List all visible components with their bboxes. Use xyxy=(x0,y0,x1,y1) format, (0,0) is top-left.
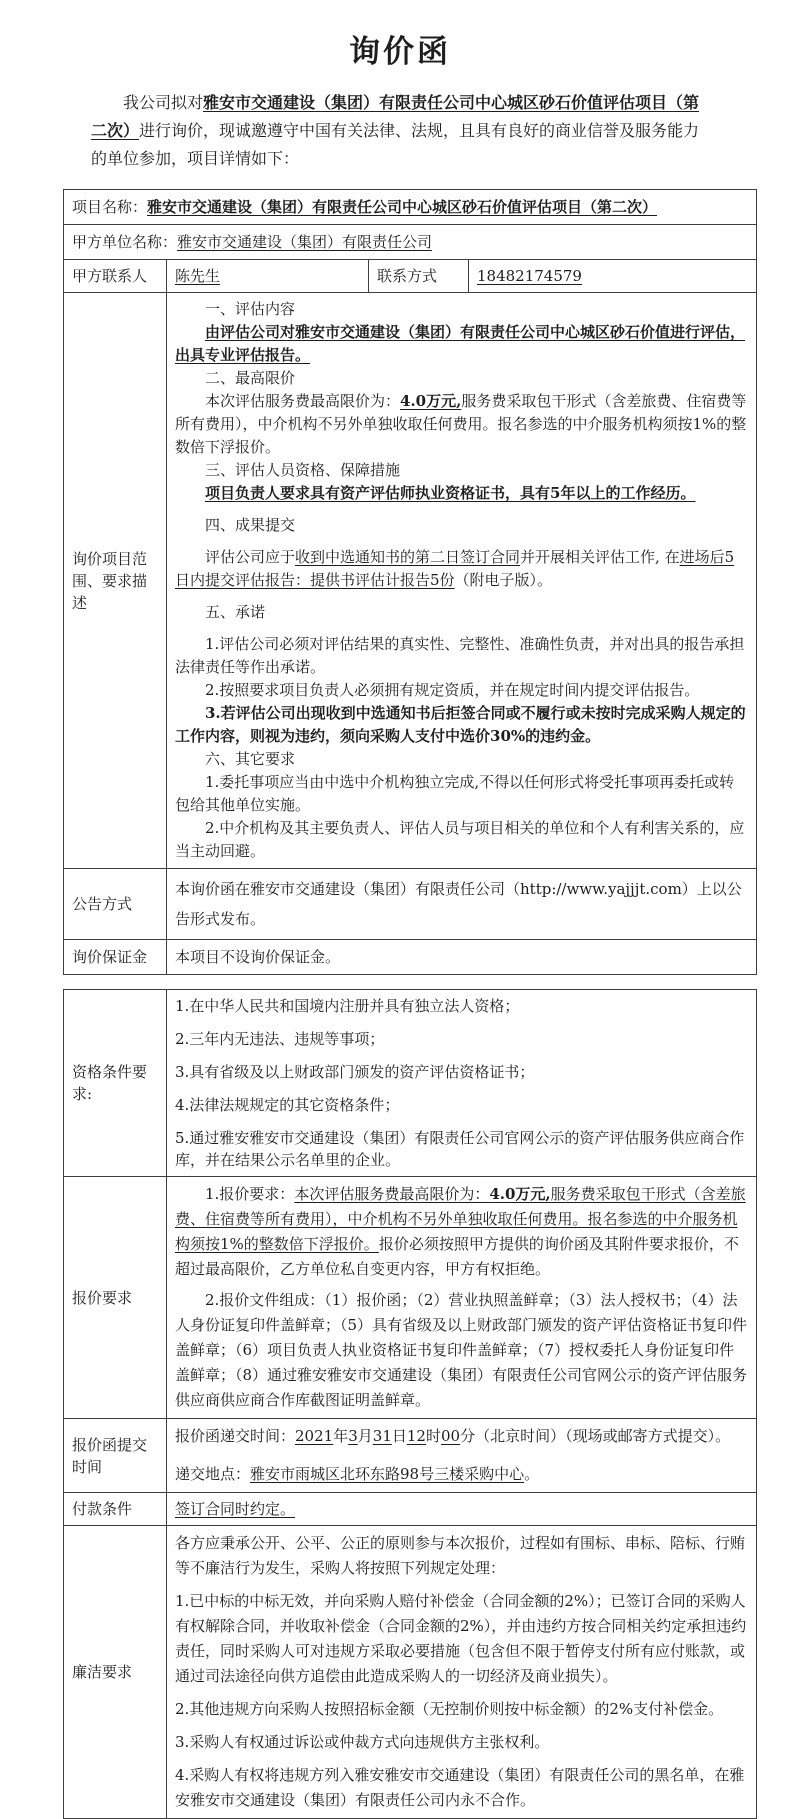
party-a-name-cell xyxy=(64,225,757,260)
phone-label-cell: 联系方式 xyxy=(369,260,469,293)
text-segment: 3.若评估公司出现收到中选通知书后拒签合同或不履行或未按时完成采购人规定的工作内容，则视为违约，须向采购人支付中选价30%的违约金。 xyxy=(175,704,746,745)
text-segment: 项目负责人要求具有资产评估师执业资格证书，具有5年以上的工作经历。 xyxy=(205,484,696,502)
rich-paragraph xyxy=(175,514,748,537)
rich-paragraph xyxy=(72,230,748,254)
rich-paragraph xyxy=(175,1697,748,1722)
rich-paragraph xyxy=(175,1424,748,1449)
text-segment: 时 xyxy=(425,1427,441,1445)
intro-paragraph xyxy=(91,89,709,173)
table-row xyxy=(64,990,757,1177)
text-segment: 进行询价，现诚邀遵守中国有关法律、法规，且具有良好的商业信誉及服务能力的单位参加，项目详情如下： xyxy=(91,121,700,168)
text-segment: 六、其它要求 xyxy=(205,750,296,768)
rich-paragraph xyxy=(175,1288,748,1413)
rich-paragraph xyxy=(175,298,748,321)
text-segment: 00 xyxy=(441,1427,461,1445)
rich-paragraph xyxy=(175,874,748,934)
text-segment: 31 xyxy=(372,1427,392,1445)
text-segment: 1.评估公司必须对评估结果的真实性、完整性、准确性负责，并对出具的报告承担法律责任等作出承诺。 xyxy=(175,635,745,676)
text-segment: 签订合同时约定。 xyxy=(175,1500,296,1518)
text-segment: 1.报价要求： xyxy=(205,1185,295,1203)
text-segment: 雅安市雨城区北环东路98号三楼采购中心 xyxy=(250,1465,525,1483)
rich-paragraph xyxy=(175,321,748,367)
text-segment: 2.按照要求项目负责人必须拥有规定资质，并在规定时间内提交评估报告。 xyxy=(205,681,700,699)
table-row xyxy=(64,1493,757,1526)
rich-paragraph xyxy=(175,1730,748,1755)
project-name-cell xyxy=(64,190,757,225)
table-row xyxy=(64,260,757,293)
table-row xyxy=(64,1419,757,1493)
rich-paragraph xyxy=(91,89,709,173)
rich-paragraph xyxy=(175,702,748,748)
text-segment: 4.法律法规规定的其它资格条件； xyxy=(175,1096,400,1114)
text-segment: 1.委托事项应当由中选中介机构独立完成,不得以任何形式将受托事项再委托或转包给其他单位实施。 xyxy=(175,773,735,814)
rich-paragraph xyxy=(175,817,748,863)
page-title: 询价函 xyxy=(349,34,451,70)
text-segment: 报价必须按照甲方提供的询价函及其附件要求报价，不超过最高限价，乙方单位私自变更内容，甲方有权拒绝。 xyxy=(175,1235,739,1278)
text-segment: （附电子版）。 xyxy=(454,571,553,589)
text-segment: 陈先生 xyxy=(175,267,221,285)
payment-label-cell: 付款条件 xyxy=(64,1493,167,1526)
text-segment: 。 xyxy=(524,1465,540,1483)
contact-label-cell: 甲方联系人 xyxy=(64,260,167,293)
text-segment: 进场后5日内提交评估报告：提供书评估计报告5份 xyxy=(175,548,735,589)
text-segment: 甲方单位名称： xyxy=(72,233,178,251)
text-segment: 4.0万元, xyxy=(489,1185,551,1203)
integrity-content-cell xyxy=(167,1526,757,1819)
text-segment: 四、成果提交 xyxy=(205,516,296,534)
qualification-label-cell: 资格条件要求: xyxy=(64,990,167,1177)
text-segment: 5.通过雅安雅安市交通建设（集团）有限责任公司官网公示的资产评估服务供应商合作库，并在结果公示名单里的企业。 xyxy=(175,1129,745,1169)
text-segment: 收到中选通知书的第二日签订合同 xyxy=(295,548,521,566)
rich-paragraph xyxy=(175,1061,748,1083)
text-segment: 年 xyxy=(333,1427,349,1445)
text-segment: 一、评估内容 xyxy=(205,300,296,318)
integrity-label-cell: 廉洁要求 xyxy=(64,1526,167,1819)
rich-paragraph xyxy=(175,367,748,390)
text-segment: 2.其他违规方向采购人按照招标金额（无控制价则按中标金额）的2%支付补偿金。 xyxy=(175,1700,724,1718)
text-segment: 服务费采取包干形式（含差旅费、住宿费等所有费用），中介机构不另外单独收取任何费用。报名参选的中介服务机构须按1%的整数倍下浮报价。 xyxy=(175,392,747,456)
text-segment: 3.采购人有权通过诉讼或仲裁方式向违规供方主张权利。 xyxy=(175,1733,550,1751)
text-segment: 本项目不设询价保证金。 xyxy=(175,948,341,966)
payment-content-cell xyxy=(167,1493,757,1526)
rich-paragraph xyxy=(175,995,748,1017)
text-segment: 五、承诺 xyxy=(205,603,266,621)
rich-paragraph xyxy=(175,459,748,482)
table-row xyxy=(64,225,757,260)
text-segment: 3 xyxy=(348,1427,358,1445)
deposit-label-cell: 询价保证金 xyxy=(64,940,167,975)
table-row xyxy=(64,293,757,869)
text-segment: 三、评估人员资格、保障措施 xyxy=(205,461,401,479)
rich-paragraph xyxy=(175,1531,748,1581)
text-segment: 4.0万元, xyxy=(400,392,462,410)
submit-time-content-cell xyxy=(167,1419,757,1493)
rich-paragraph xyxy=(175,633,748,679)
rich-paragraph xyxy=(175,546,748,592)
rich-paragraph xyxy=(175,1462,748,1487)
rich-paragraph xyxy=(175,1094,748,1116)
text-segment: 1.在中华人民共和国境内注册并具有独立法人资格； xyxy=(175,997,520,1015)
text-segment: 我公司拟对 xyxy=(123,93,204,112)
text-segment: 18482174579 xyxy=(477,267,582,285)
announce-content-cell xyxy=(167,869,757,940)
project-info-table xyxy=(63,189,757,975)
text-segment: 本次评估服务费最高限价为： xyxy=(294,1185,490,1203)
text-segment: 雅安市交通建设（集团）有限责任公司中心城区砂石价值评估项目（第二次） xyxy=(147,198,658,216)
text-segment: 12 xyxy=(406,1427,426,1445)
rich-paragraph xyxy=(175,748,748,771)
text-segment: 服务费采取包干形式（含差旅费、住宿费等所有费用），中介机构不另外单独收取任何费用。报名参选的中介服务机构须按1%的整数倍下浮报价。 xyxy=(175,1185,746,1253)
text-segment: 2.报价文件组成：（1）报价函；（2）营业执照盖鲜章；（3）法人授权书；（4）法人身份证复印件盖鲜章；（5）具有省级及以上财政部门颁发的资产评估资格证书复印件盖鲜章；（6）项目负责人执业资格证书复印件盖鲜章；（7）授权委托人身份证复印件盖鲜章；（8）通过雅安雅安市交通建设（集团）有限责任公司官网公示的资产评估服务供应商供应商合作库截图证明盖鲜章。 xyxy=(175,1291,748,1409)
text-segment: 4.采购人有权将违规方列入雅安雅安市交通建设（集团）有限责任公司的黑名单，在雅安雅安市交通建设（集团）有限责任公司内永不合作。 xyxy=(175,1766,745,1809)
table-row xyxy=(64,940,757,975)
text-segment: 评估公司应于 xyxy=(205,548,296,566)
announce-label-cell: 公告方式 xyxy=(64,869,167,940)
rich-paragraph xyxy=(175,1028,748,1050)
submit-time-label-cell: 报价函提交时间 xyxy=(64,1419,167,1493)
rich-paragraph xyxy=(477,265,748,287)
text-segment: 递交地点： xyxy=(175,1465,251,1483)
text-segment: 各方应秉承公开、公平、公正的原则参与本次报价，过程如有围标、串标、陪标、行贿等不廉洁行为发生，采购人将按照下列规定处理： xyxy=(175,1534,746,1577)
text-segment: 本询价函在雅安市交通建设（集团）有限责任公司（http://www.yajjjt.com）上以公告形式发布。 xyxy=(175,880,742,928)
rich-paragraph xyxy=(175,1127,748,1171)
text-segment: 2021 xyxy=(295,1427,334,1445)
phone-value-cell xyxy=(469,260,757,293)
deposit-content-cell xyxy=(167,940,757,975)
quote-content-cell xyxy=(167,1177,757,1419)
scope-label-cell: 询价项目范围、要求描述 xyxy=(64,293,167,869)
contact-value-cell xyxy=(167,260,369,293)
text-segment: 由评估公司对雅安市交通建设（集团）有限责任公司中心城区砂石价值进行评估，出具专业评估报告。 xyxy=(175,323,746,364)
text-segment: 3.具有省级及以上财政部门颁发的资产评估资格证书； xyxy=(175,1063,535,1081)
rich-paragraph xyxy=(175,679,748,702)
text-segment: 月 xyxy=(357,1427,373,1445)
table-row xyxy=(64,1177,757,1419)
scope-content-cell xyxy=(167,293,757,869)
text-segment: 2.中介机构及其主要负责人、评估人员与项目相关的单位和个人有利害关系的，应当主动回避。 xyxy=(175,819,745,860)
text-segment: 日 xyxy=(391,1427,407,1445)
rich-paragraph xyxy=(175,1763,748,1813)
rich-paragraph xyxy=(175,601,748,624)
rich-paragraph xyxy=(175,390,748,459)
text-segment: 并开展相关评估工作, 在 xyxy=(520,548,680,566)
rich-paragraph xyxy=(175,265,360,287)
table-row xyxy=(64,869,757,940)
rich-paragraph xyxy=(175,1498,748,1520)
rich-paragraph xyxy=(72,195,748,219)
text-segment: 项目名称： xyxy=(72,198,148,216)
text-segment: 二、最高限价 xyxy=(205,369,296,387)
rich-paragraph xyxy=(175,945,748,969)
rich-paragraph xyxy=(175,1589,748,1689)
rich-paragraph xyxy=(175,482,748,505)
requirements-table xyxy=(63,989,757,1819)
text-segment: 1.已中标的中标无效，并向采购人赔付补偿金（合同金额的2%）；已签订合同的采购人有权解除合同，并收取补偿金（合同金额的2%），并由违约方按合同相关约定承担违约责任，同时采购人可对违规方采取必要措施（包含但不限于暂停支付所有应付账款，或通过司法途径向供方追偿由此造成采购人的一切经济及商业损失）。 xyxy=(175,1592,747,1685)
rich-paragraph xyxy=(175,1182,748,1282)
text-segment: 雅安市交通建设（集团）有限责任公司中心城区砂石价值评估项目（第二次） xyxy=(91,93,700,140)
rich-paragraph xyxy=(175,771,748,817)
qualification-content-cell xyxy=(167,990,757,1177)
text-segment: 2.三年内无违法、违规等事项； xyxy=(175,1030,385,1048)
text-segment: 雅安市交通建设（集团）有限责任公司 xyxy=(177,233,433,251)
quote-label-cell: 报价要求 xyxy=(64,1177,167,1419)
table-row xyxy=(64,190,757,225)
text-segment: 报价函递交时间： xyxy=(175,1427,296,1445)
text-segment: 本次评估服务费最高限价为： xyxy=(205,392,401,410)
table-row xyxy=(64,1526,757,1819)
text-segment: 分（北京时间）（现场或邮寄方式提交）。 xyxy=(460,1427,731,1445)
